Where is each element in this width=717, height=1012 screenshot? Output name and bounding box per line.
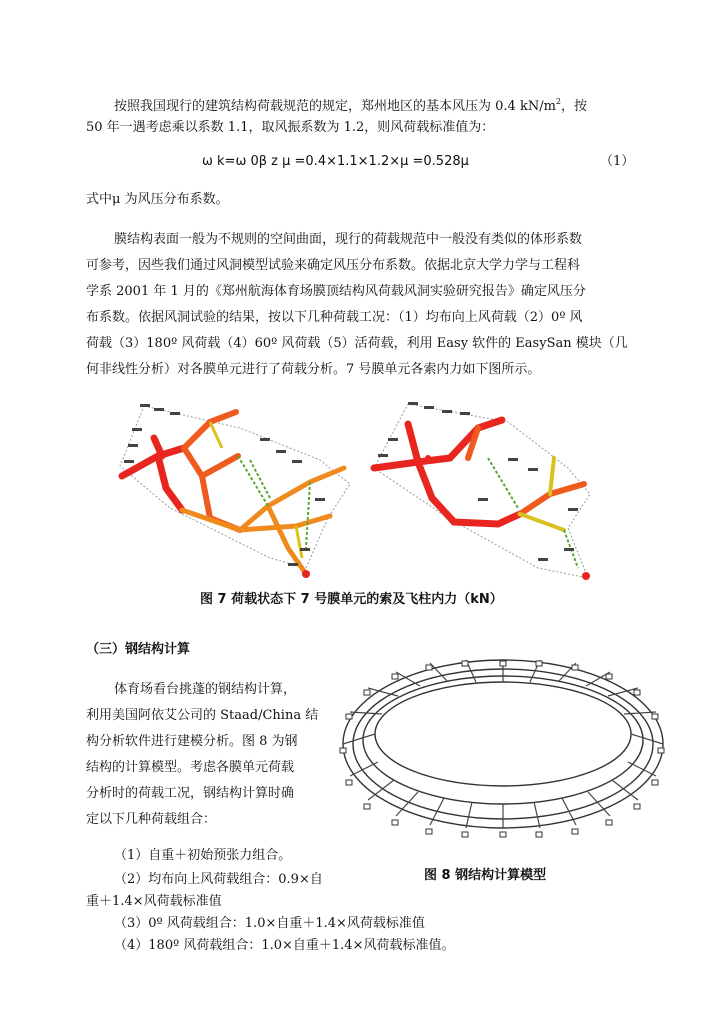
para4-line: 定以下几种荷载组合： [86,812,217,827]
para1-line1-end: ，按 [561,99,588,114]
load-combination: （3）0º 风荷载组合：1.0×自重＋1.4×风荷载标准值 [114,916,425,931]
para3-line: 布系数。依据风洞试验的结果，按以下几种荷载工况：（1）均布向上风荷载（2）0º 风 [86,310,583,325]
superscript: 2 [555,97,561,106]
para4-line: 体育场看台挑蓬的钢结构计算， [114,682,297,697]
para3-line: 学系 2001 年 1 月的《郑州航海体育场膜顶结构风荷载风洞实验研究报告》确定风压分 [86,284,586,299]
steel-structure-model [338,652,668,852]
para4-line: 结构的计算模型。考虑各膜单元荷载 [86,760,295,775]
truss-ribs [343,660,663,828]
para1-line1 [114,92,587,117]
para4-line: 利用美国阿依艾公司的 Staad/China 结 [86,708,319,723]
figure-8-caption: 图 8 钢结构计算模型 [424,868,547,883]
para4-line: 构分析软件进行建模分析。图 8 为钢 [86,734,298,749]
para4-line: 分析时的荷载工况，钢结构计算时确 [86,786,295,801]
para3-line: 膜结构表面一般为不规则的空间曲面，现行的荷载规范中一般没有类似的体形系数 [114,232,583,247]
cable-force-diagram-left [110,398,360,583]
para2: 式中μ 为风压分布系数。 [86,192,229,207]
para3-line: 可参考，因些我们通过风洞模型试验来确定风压分布系数。依据北京大学力学与工程科 [86,258,581,273]
para1-line1-text: 按照我国现行的建筑结构荷载规范的规定，郑州地区的基本风压为 0.4 kN/m [114,99,556,114]
cable-value-labels [124,404,325,566]
load-combination: （2）均布向上风荷载组合：0.9×自 [114,872,323,887]
wind-load-formula: ω k=ω 0β z μ =0.4×1.1×1.2×μ =0.528μ [202,154,469,169]
section-heading: （三）钢结构计算 [86,642,191,657]
load-combination: （1）自重＋初始预张力组合。 [114,848,292,863]
para3-line: 何非线性分析）对各膜单元进行了荷载分析。7 号膜单元各索内力如下图所示。 [86,362,541,377]
support-nodes [340,661,664,837]
figure-7-caption: 图 7 荷载状态下 7 号膜单元的索及飞柱内力（kN） [200,592,503,607]
para1-line2: 50 年一遇考虑乘以系数 1.1，取风振系数为 1.2，则风荷载标准值为： [86,120,495,135]
cable-force-diagram-right [368,398,598,583]
para3-line: 荷载（3）180º 风荷载（4）60º 风荷载（5）活荷载，利用 Easy 软件的 EasySan 模块（几 [86,336,628,351]
load-combination: 重＋1.4×风荷载标准值 [86,894,222,909]
load-combination: （4）180º 风荷载组合：1.0×自重＋1.4×风荷载标准值。 [114,938,455,953]
formula-number: （1） [600,154,635,169]
